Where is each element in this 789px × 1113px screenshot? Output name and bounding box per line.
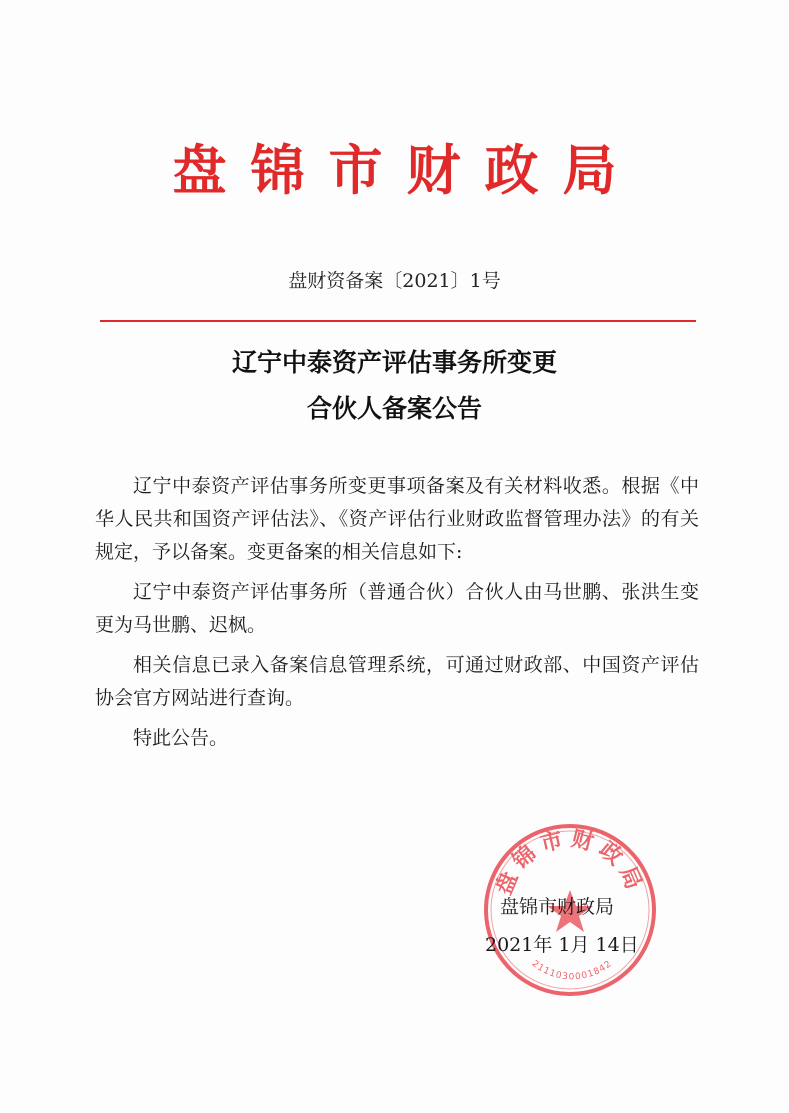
- red-divider-line: [100, 320, 696, 322]
- seal-code-text: 2111030001842: [529, 958, 615, 983]
- svg-text:2111030001842: [530, 959, 615, 982]
- body-paragraph-2: 辽宁中泰资产评估事务所（普通合伙）合伙人由马世鹏、张洪生变更为马世鹏、迟枫。: [95, 581, 699, 636]
- document-number: 盘财资备案〔2021〕1号: [288, 270, 501, 292]
- notice-title-line-1: 辽宁中泰资产评估事务所变更: [231, 348, 557, 377]
- seal-arc-text: 盘锦市财政局: [491, 826, 649, 899]
- notice-body: [95, 470, 699, 762]
- signature-issuer: 盘锦市财政局: [500, 896, 615, 918]
- signature-date: 2021年 1月 14日: [485, 934, 639, 956]
- body-paragraph-1: 辽宁中泰资产评估事务所变更事项备案及有关材料收悉。根据《中华人民共和国资产评估法》、《资产评估行业财政监督管理办法》的有关规定，予以备案。变更备案的相关信息如下:: [95, 475, 699, 563]
- issuer-title: 盘锦市财政局: [172, 139, 641, 202]
- body-paragraph-3: 相关信息已录入备案信息管理系统，可通过财政部、中国资产评估协会官方网站进行查询。: [95, 654, 699, 709]
- notice-title-line-2: 合伙人备案公告: [306, 394, 482, 423]
- svg-text:盘锦市财政局: [491, 826, 648, 899]
- body-paragraph-4: 特此公告。: [133, 727, 229, 749]
